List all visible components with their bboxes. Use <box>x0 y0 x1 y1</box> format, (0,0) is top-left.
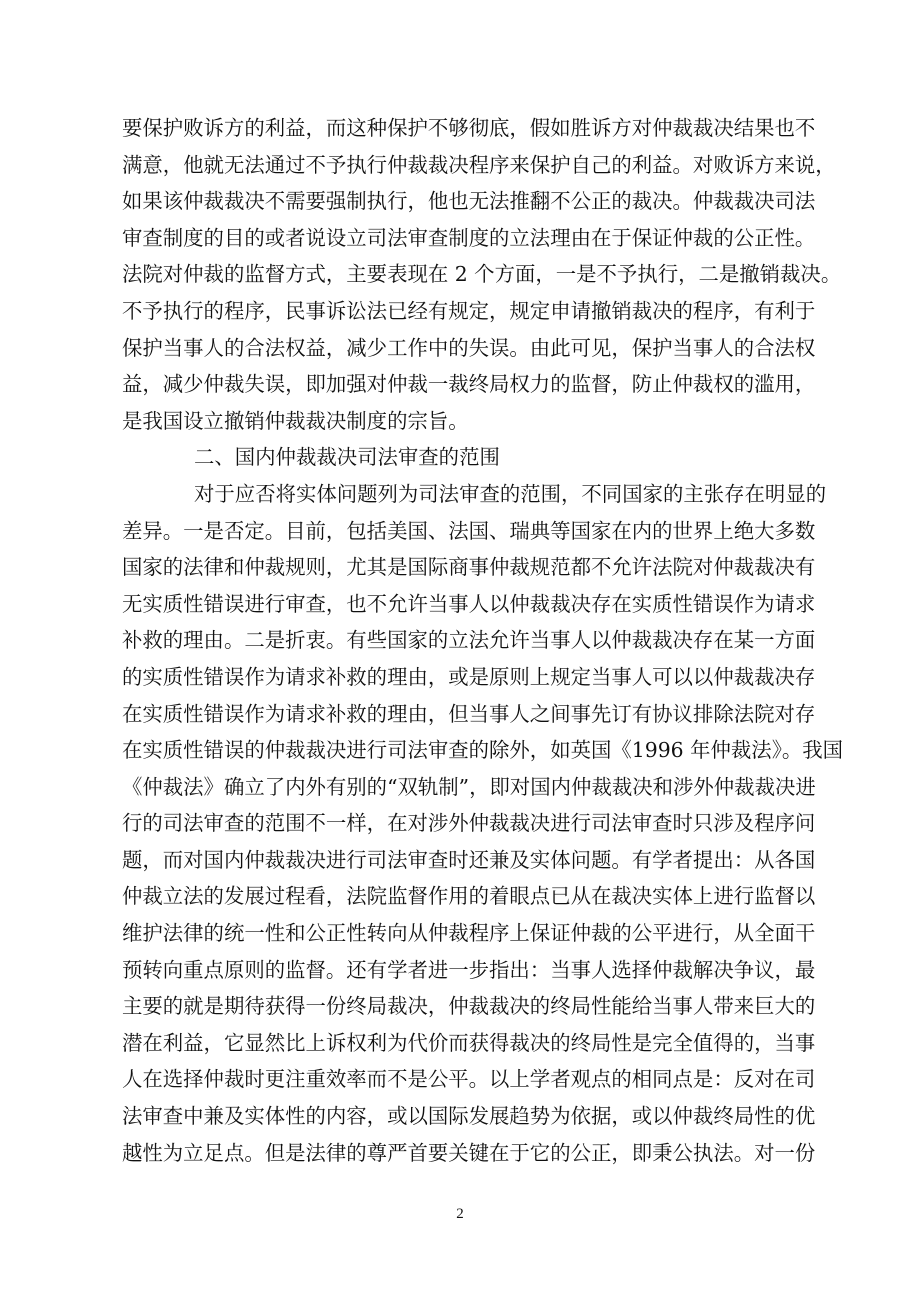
text-line: 对于应否将实体问题列为司法审查的范围，不同国家的主张存在明显的 <box>194 481 827 506</box>
text-line: 满意，他就无法通过不予执行仲裁裁决程序来保护自己的利益。对败诉方来说， <box>122 152 836 177</box>
text-line: 二、国内仲裁裁决司法审查的范围 <box>194 445 500 470</box>
paragraph <box>122 480 844 1175</box>
text-line: 主要的就是期待获得一份终局裁决，仲裁裁决的终局性能给当事人带来巨大的 <box>122 994 816 1019</box>
text-line: 潜在利益，它显然比上诉权利为代价而获得裁决的终局性是完全值得的，当事 <box>122 1030 816 1055</box>
document-body <box>122 114 844 1175</box>
text-line: 不予执行的程序，民事诉讼法已经有规定，规定申请撤销裁决的程序，有利于 <box>122 298 816 323</box>
text-line: 益，减少仲裁失误，即加强对仲裁一裁终局权力的监督，防止仲裁权的滥用， <box>122 372 816 397</box>
text-line: 越性为立足点。但是法律的尊严首要关键在于它的公正，即秉公执法。对一份 <box>122 1140 816 1165</box>
section-heading <box>122 443 800 480</box>
paragraph <box>122 114 842 443</box>
text-line: 保护当事人的合法权益，减少工作中的失误。由此可见，保护当事人的合法权 <box>122 335 816 360</box>
page-number: 2 <box>456 1206 464 1222</box>
text-line: 在实质性错误作为请求补救的理由，但当事人之间事先订有协议排除法院对存 <box>122 701 816 726</box>
text-line: 审查制度的目的或者说设立司法审查制度的立法理由在于保证仲裁的公正性。 <box>122 225 816 250</box>
text-line: 无实质性错误进行审查，也不允许当事人以仲裁裁决存在实质性错误作为请求 <box>122 591 816 616</box>
text-line: 如果该仲裁裁决不需要强制执行，他也无法推翻不公正的裁决。仲裁裁决司法 <box>122 189 816 214</box>
text-line: 仲裁立法的发展过程看，法院监督作用的着眼点已从在裁决实体上进行监督以 <box>122 884 816 909</box>
text-line: 预转向重点原则的监督。还有学者进一步指出：当事人选择仲裁解决争议，最 <box>122 957 816 982</box>
text-line: 补救的理由。二是折衷。有些国家的立法允许当事人以仲裁裁决存在某一方面 <box>122 628 816 653</box>
text-line: 的实质性错误作为请求补救的理由，或是原则上规定当事人可以以仲裁裁决存 <box>122 664 816 689</box>
text-line: 人在选择仲裁时更注重效率而不是公平。以上学者观点的相同点是：反对在司 <box>122 1067 816 1092</box>
text-line: 法院对仲裁的监督方式，主要表现在 2 个方面，一是不予执行，二是撤销裁决。 <box>122 262 842 287</box>
text-line: 题，而对国内仲裁裁决进行司法审查时还兼及实体问题。有学者提出：从各国 <box>122 847 816 872</box>
text-line: 在实质性错误的仲裁裁决进行司法审查的除外，如英国《1996 年仲裁法》。我国 <box>122 738 844 763</box>
text-line: 国家的法律和仲裁规则，尤其是国际商事仲裁规范都不允许法院对仲裁裁决有 <box>122 555 816 580</box>
text-line: 行的司法审查的范围不一样，在对涉外仲裁裁决进行司法审查时只涉及程序问 <box>122 811 816 836</box>
text-line: 要保护败诉方的利益，而这种保护不够彻底，假如胜诉方对仲裁裁决结果也不 <box>122 116 816 140</box>
text-line: 维护法律的统一性和公正性转向从仲裁程序上保证仲裁的公平进行，从全面干 <box>122 921 816 946</box>
text-line: 《仲裁法》确立了内外有别的“双轨制”，即对国内仲裁裁决和涉外仲裁裁决进 <box>122 774 816 799</box>
text-line: 法审查中兼及实体性的内容，或以国际发展趋势为依据，或以仲裁终局性的优 <box>122 1104 816 1129</box>
text-line: 差异。一是否定。目前，包括美国、法国、瑞典等国家在内的世界上绝大多数 <box>122 518 816 543</box>
text-line: 是我国设立撤销仲裁裁决制度的宗旨。 <box>122 408 469 433</box>
